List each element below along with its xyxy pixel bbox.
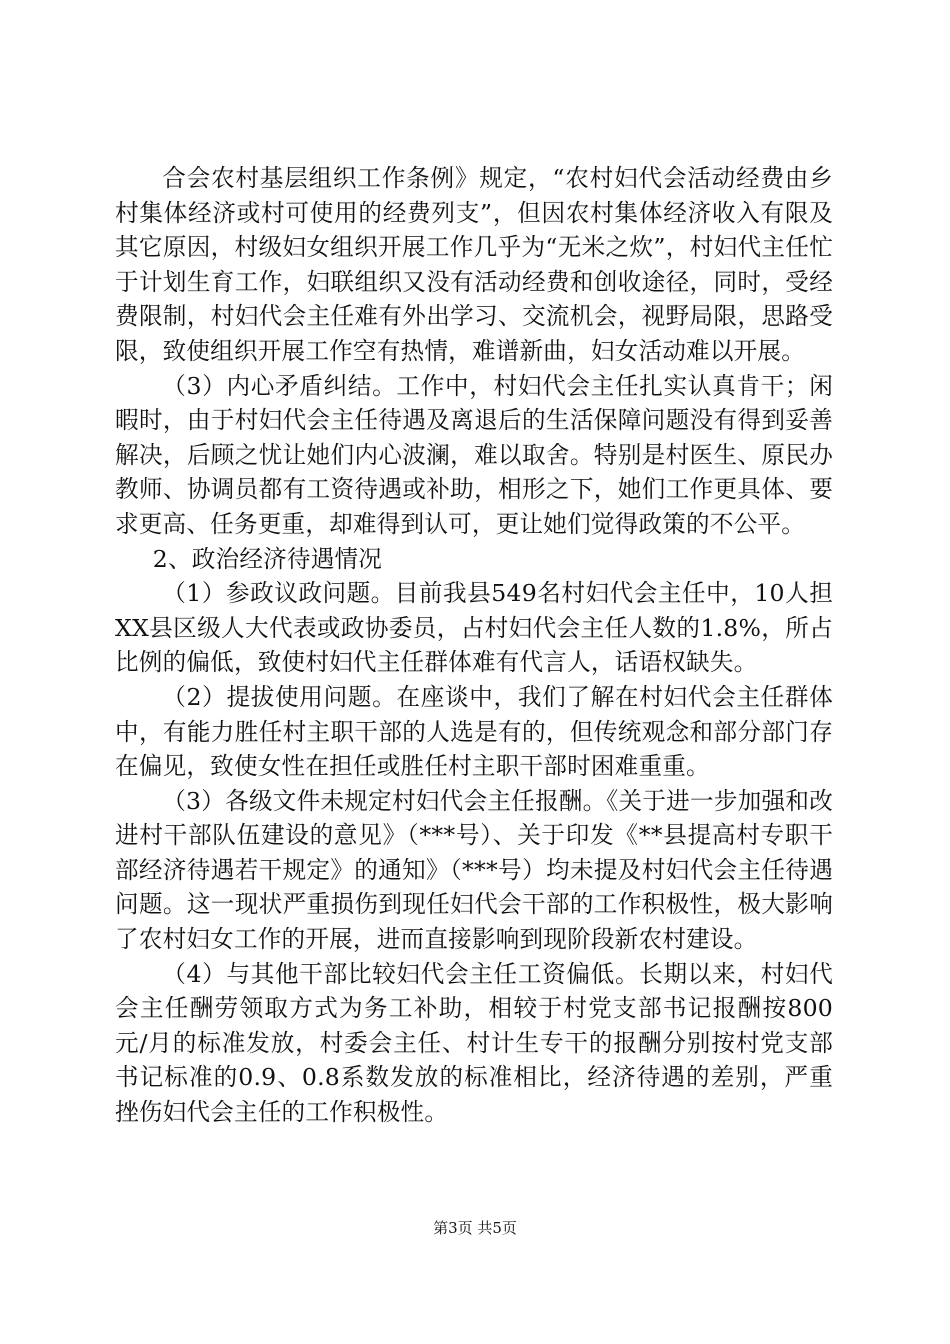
paragraph-promotion: （2）提拔使用问题。在座谈中，我们了解在村妇代会主任群体中，有能力胜任村主职干部的人选是有的，但传统观念和部分部门存在偏见，致使女性在担任或胜任村主职干部时困难重重。: [115, 682, 833, 781]
paragraph-inner-conflict: （3）内心矛盾纠结。工作中，村妇代会主任扎实认真肯干；闲暇时，由于村妇代会主任待遇及离退后的生活保障问题没有得到妥善解决，后顾之忧让她们内心波澜，难以取舍。特别是村医生、原民办教师、协调员都有工资待遇或补助，相形之下，她们工作更具体、要求更高、任务更重，却难得到认可，更让她们觉得政策的不公平。: [115, 371, 833, 538]
page-number-footer: 第3页 共5页: [433, 1219, 517, 1237]
paragraph-low-salary: （4）与其他干部比较妇代会主任工资偏低。长期以来，村妇代会主任酬劳领取方式为务工补助，相较于村党支部书记报酬按800元/月的标准发放，村委会主任、村计生专干的报酬分别按村党支部书记标准的0.9、0.8系数发放的标准相比，经济待遇的差别，严重挫伤妇代会主任的工作积极性。: [115, 959, 833, 1127]
paragraph-remuneration-documents: （3）各级文件未规定村妇代会主任报酬。《关于进一步加强和改进村干部队伍建设的意见》（***号）、关于印发《**县提高村专职干部经济待遇若干规定》的通知》（***号）均未提及村妇代会主任待遇问题。这一现状严重损伤到现任妇代会干部的工作积极性，极大影响了农村妇女工作的开展，进而直接影响到现阶段新农村建设。: [115, 786, 833, 954]
paragraph-funding-shortage: 合会农村基层组织工作条例》规定，“农村妇代会活动经费由乡村集体经济或村可使用的经费列支”，但因农村集体经济收入有限及其它原因，村级妇女组织开展工作几乎为“无米之炊”，村妇代主任忙于计划生育工作，妇联组织又没有活动经费和创收途径，同时，受经费限制，村妇代会主任难有外出学习、交流机会，视野局限，思路受限，致使组织开展工作空有热情，难谱新曲，妇女活动难以开展。: [115, 164, 833, 365]
document-body: [115, 161, 833, 1130]
paragraph-political-participation: （1）参政议政问题。目前我县549名村妇代会主任中，10人担XX县区级人大代表或政协委员，占村妇代会主任人数的1.8%，所占比例的偏低，致使村妇代主任群体难有代言人，话语权缺失。: [115, 579, 833, 677]
section-heading-political-economic-treatment: 2、政治经济待遇情况: [152, 544, 383, 573]
